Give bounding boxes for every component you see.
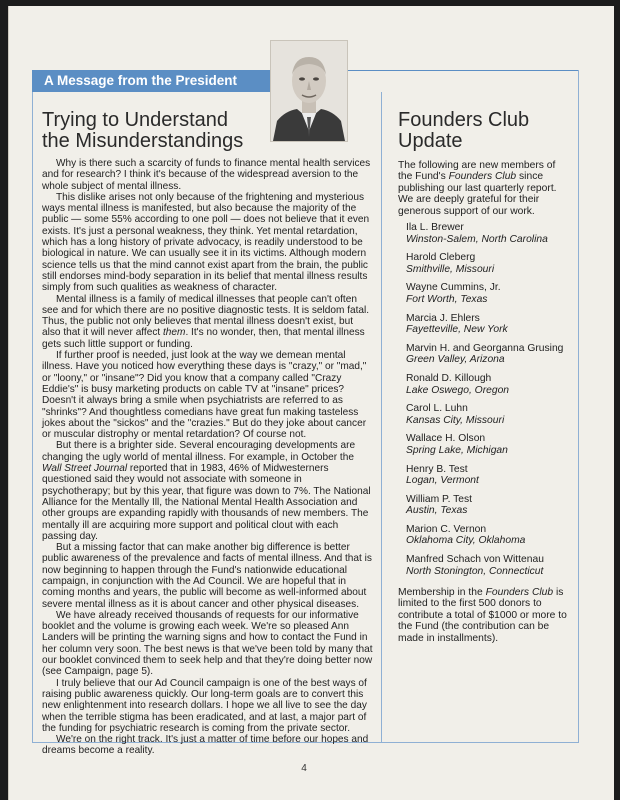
member-location: Austin, Texas [406,505,468,517]
member-location: Fort Worth, Texas [406,293,488,305]
member-name: William P. Test [406,493,472,505]
member-location: Smithville, Missouri [406,263,495,275]
member-location: Spring Lake, Michigan [406,444,508,456]
member-name: Ila L. Brewer [406,222,464,233]
member-name: Marion C. Vernon [406,523,487,535]
founders-member [406,554,578,584]
member-location: Logan, Vermont [406,475,479,487]
member-name: Harold Cleberg [406,252,476,264]
article-title-line-1: Trying to Understand [42,109,229,131]
article-paragraph: If further proof is needed, just look at the way we demean mental illness. Have you noticed how everything these days is "crazy," or "mad," or "loony," or "insane"? Did you know that a company called "Crazy Eddie's" is busy marketing products on cable TV at "insane" prices? Doesn't it always bring a smile when psychiatrists are referred to as "shrinks"? And thoughtless comedians have great fun making tasteless jokes about the "sickos" and the "crazies." But do they joke about cancer or muscular distrophy or mental retardation? Of course not. [42,350,367,441]
founders-intro-italic: Founders Club [448,171,517,183]
article-paragraph-italic: them [163,327,186,339]
article-paragraph: We have already received thousands of requests for our informative booklet and the volume is growing each week. We're so pleased Ann Landers will be printing the warning signs and how to contact the Fund in her column very soon. The best news is that we've been told by many that our booklet convinced them to seek help and that they're doing better now (see Campaign, page 5). [42,609,373,678]
member-location: Winston-Salem, North Carolina [406,233,548,245]
article-title-line-2: the Misunderstandings [42,130,244,152]
article-paragraph-italic: Wall Street Journal [42,463,128,475]
founders-member [406,222,578,252]
member-location: Green Valley, Arizona [406,354,505,366]
founders-member [406,464,578,494]
article-body [42,158,373,757]
article-paragraph: Why is there such a scarcity of funds to finance mental health services and for research? I think it's because of the widespread aversion to the whole subject of mental illness. [42,158,371,192]
member-location: Oklahoma City, Oklahoma [406,535,526,547]
member-location: Lake Oswego, Oregon [406,384,510,396]
founders-member [406,282,578,312]
member-name: Wayne Cummins, Jr. [406,282,501,294]
article-paragraph: But a missing factor that can make another big difference is better public awareness of the prevalence and facts of mental illness. And that is now beginning to happen through the Fund's nationwide educational campaign, in conjunction with the Ad Council. We are hopeful that in coming months and years, the public will become as well-informed about severe mental illness as it is about cancer and other physical diseases. [42,542,372,610]
article-paragraph: This dislike arises not only because of the frightening and mysterious ways mental illness is manifested, but also because the majority of the public — some 55% according to one poll — does not believe that it even exists. It's just a personal weakness, they think. Yet mental retardation, which has a long history of private advocacy, is readily understood to be biological in nature. We can usually see it in its victims. Although modern science tells us that the mind cannot exist apart from the brain, the public still endorses mind-body separation in its belief that mental illness results simply from such qualities as weakness of character. [42,191,370,294]
founders-title-line-1: Founders Club [398,109,530,131]
founders-note-italic: Founders Club [485,587,554,598]
founders-intro: The following are new members of the Fund's Founders Club since publishing our last quarterly report. We are deeply grateful for their generous support of our work. [398,160,557,217]
article-paragraph: But there is a brighter side. Several encouraging developments are changing the ugly world of mental illness. For example, in October the Wall Street Journal reported that in 1983, 46% of Midwesterners questioned said they would not associate with someone in psychotherapy; but by this year, that figure was down to 7%. The National Alliance for the Mentally Ill, the National Mental Health Association and other groups are expanding rapidly with thousands of new members. The mentally ill are acquiring more support and political clout with each passing day. [42,440,371,542]
founders-member [406,373,578,403]
member-name: Wallace H. Olson [406,433,486,445]
founders-member [406,313,578,343]
member-name: Marvin H. and Georganna Grusing [406,342,564,354]
founders-member [406,524,578,554]
member-name: Carol L. Luhn [406,403,468,415]
member-location: North Stonington, Connecticut [406,565,544,577]
founders-member [406,433,578,463]
article-title [42,110,342,152]
founders-title-line-2: Update [398,130,463,152]
member-name: Ronald D. Killough [406,372,492,384]
article-paragraph: Mental illness is a family of medical illnesses that people can't often see and for which there are no positive diagnostic tests. It is seldom fatal. Thus, the public not only believes that mental illness doesn't exist, but also that it will never affect them. It's no wonder, then, that mental illness gets such little support or funding. [42,293,370,350]
member-location: Kansas City, Missouri [406,414,505,426]
frame-right-rule [578,70,579,742]
member-name: Marcia J. Ehlers [406,312,480,324]
column-divider [381,92,382,742]
founders-member [406,403,578,433]
article-paragraph: We're on the right track. It's just a matter of time before our hopes and dreams become a reality. [42,734,369,757]
founders-member [406,494,578,524]
founders-member [406,252,578,282]
frame-left-rule [32,92,33,742]
section-banner: A Message from the President [32,70,272,92]
article-paragraph: I truly believe that our Ad Council campaign is one of the best ways of raising public awareness quickly. Our long-term goals are to convert this new enlightenment into research dollars. I hope we all live to see the day when the terrible stigma has been eradicated, and at last, a major part of the funding for psychiatric research is coming from the private sector. [42,677,367,734]
page-number: 4 [301,763,307,774]
member-name: Manfred Schach von Wittenau [406,554,544,566]
founders-member-list [406,222,578,584]
member-name: Henry B. Test [406,463,468,475]
member-location: Fayetteville, New York [406,324,508,336]
founders-membership-note: Membership in the Founders Club is limited to the first 500 donors to contribute a total of $1000 or more to the Fund (the contribution can be made in installments). [398,587,567,644]
founders-member [406,343,578,373]
founders-club-title [398,110,568,152]
